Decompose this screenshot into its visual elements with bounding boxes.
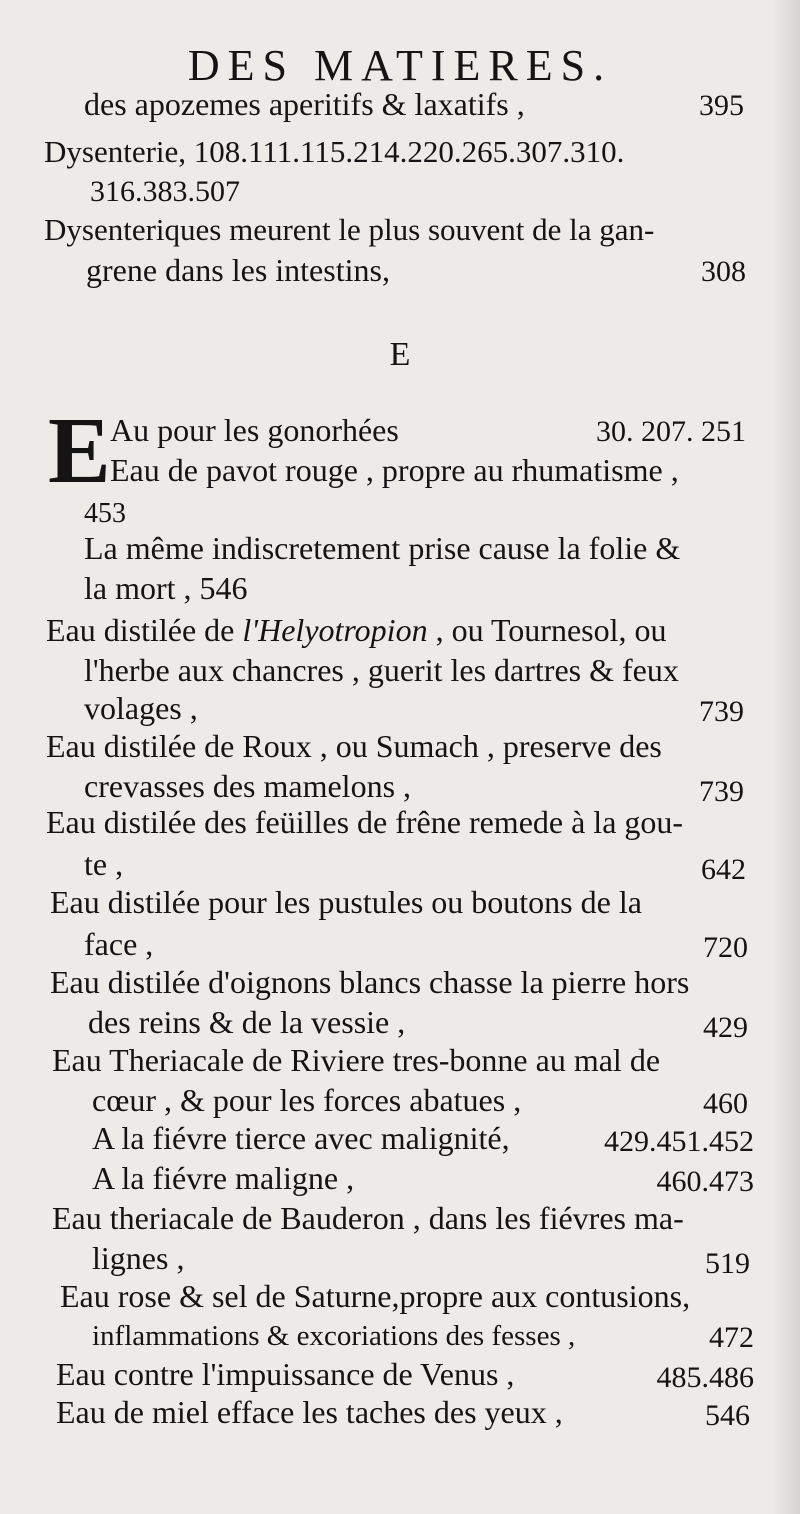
index-subentry: La même indiscretement prise cause la folie &: [84, 530, 681, 566]
page-reference: 519: [705, 1247, 750, 1280]
index-line: l'herbe aux chancres , guerit les dartres & feux: [84, 652, 679, 688]
page-reference: 642: [701, 853, 746, 886]
index-entry-eau-venus: Eau contre l'impuissance de Venus ,: [56, 1356, 515, 1392]
page-reference: 739: [699, 695, 744, 728]
index-entry-eau-oignons: Eau distilée d'oignons blancs chasse la pierre hors: [50, 964, 690, 1000]
page-reference: 429.451.452: [604, 1125, 754, 1158]
index-entry-eau-gonorhees: Au pour les gonorhées: [110, 412, 399, 448]
index-entry-eau-theriacale-riviere: Eau Theriacale de Riviere tres-bonne au mal de: [52, 1042, 661, 1078]
page-reference: 429: [703, 1011, 748, 1044]
index-line: grene dans les intestins,: [86, 252, 390, 288]
index-line: lignes ,: [92, 1240, 185, 1276]
section-letter: E: [389, 336, 411, 373]
index-entry-eau-roux: Eau distilée de Roux , ou Sumach , preserve des: [46, 728, 662, 764]
index-line: la mort , 546: [84, 570, 248, 606]
page-reference: 546: [705, 1399, 750, 1432]
index-entry-eau-helyotropion: [46, 612, 667, 648]
index-line: des reins & de la vessie ,: [88, 1004, 406, 1040]
index-subentry: A la fiévre tierce avec malignité,: [92, 1120, 510, 1156]
index-line: 453: [84, 498, 126, 529]
index-line: inflammations & excoriations des fesses ,: [92, 1320, 576, 1352]
index-line: 316.383.507: [90, 175, 240, 208]
page-reference: 460.473: [656, 1165, 754, 1198]
index-subentry: A la fiévre maligne ,: [92, 1160, 355, 1196]
entry-text: Eau distilée de: [46, 612, 243, 648]
page-gutter-shadow: [772, 0, 800, 1514]
index-line: face ,: [84, 926, 154, 962]
index-entry-dysenteriques: Dysenteriques meurent le plus souvent de la gan-: [44, 212, 655, 247]
index-entry-eau-pustules: Eau distilée pour les pustules ou boutons de la: [50, 884, 642, 920]
running-header: DES MATIERES.: [187, 41, 613, 90]
index-entry-eau-rose: Eau rose & sel de Saturne,propre aux contusions,: [60, 1278, 691, 1314]
index-entry-eau-frene: Eau distilée des feüilles de frêne remede à la gou-: [46, 804, 684, 840]
page-reference: 395: [699, 89, 744, 122]
index-line: volages ,: [84, 690, 198, 726]
index-line: des apozemes aperitifs & laxatifs ,: [84, 86, 525, 122]
index-line: te ,: [84, 846, 124, 882]
index-entry-eau-pavot: Eau de pavot rouge , propre au rhumatisme ,: [110, 452, 679, 488]
index-entry-eau-miel: Eau de miel efface les taches des yeux ,: [56, 1394, 563, 1430]
drop-cap: E: [48, 399, 111, 503]
page-reference: 720: [703, 931, 748, 964]
page-reference: 739: [699, 775, 744, 808]
index-entry-dysenterie: Dysenterie, 108.111.115.214.220.265.307.310.: [44, 134, 625, 169]
page-reference: 485.486: [656, 1361, 754, 1394]
index-entry-eau-theriacale-bauderon: Eau theriacale de Bauderon , dans les fiévres ma-: [52, 1200, 684, 1236]
index-line: crevasses des mamelons ,: [84, 768, 412, 804]
page-reference: 30. 207. 251: [596, 415, 746, 448]
entry-text-italic: l'Helyotropion: [242, 612, 428, 648]
index-line: cœur , & pour les forces abatues ,: [92, 1082, 522, 1118]
page-reference: 460: [703, 1087, 748, 1120]
entry-text: , ou Tournesol, ou: [427, 612, 667, 648]
page-reference: 308: [701, 255, 746, 288]
page-reference: 472: [709, 1321, 754, 1354]
